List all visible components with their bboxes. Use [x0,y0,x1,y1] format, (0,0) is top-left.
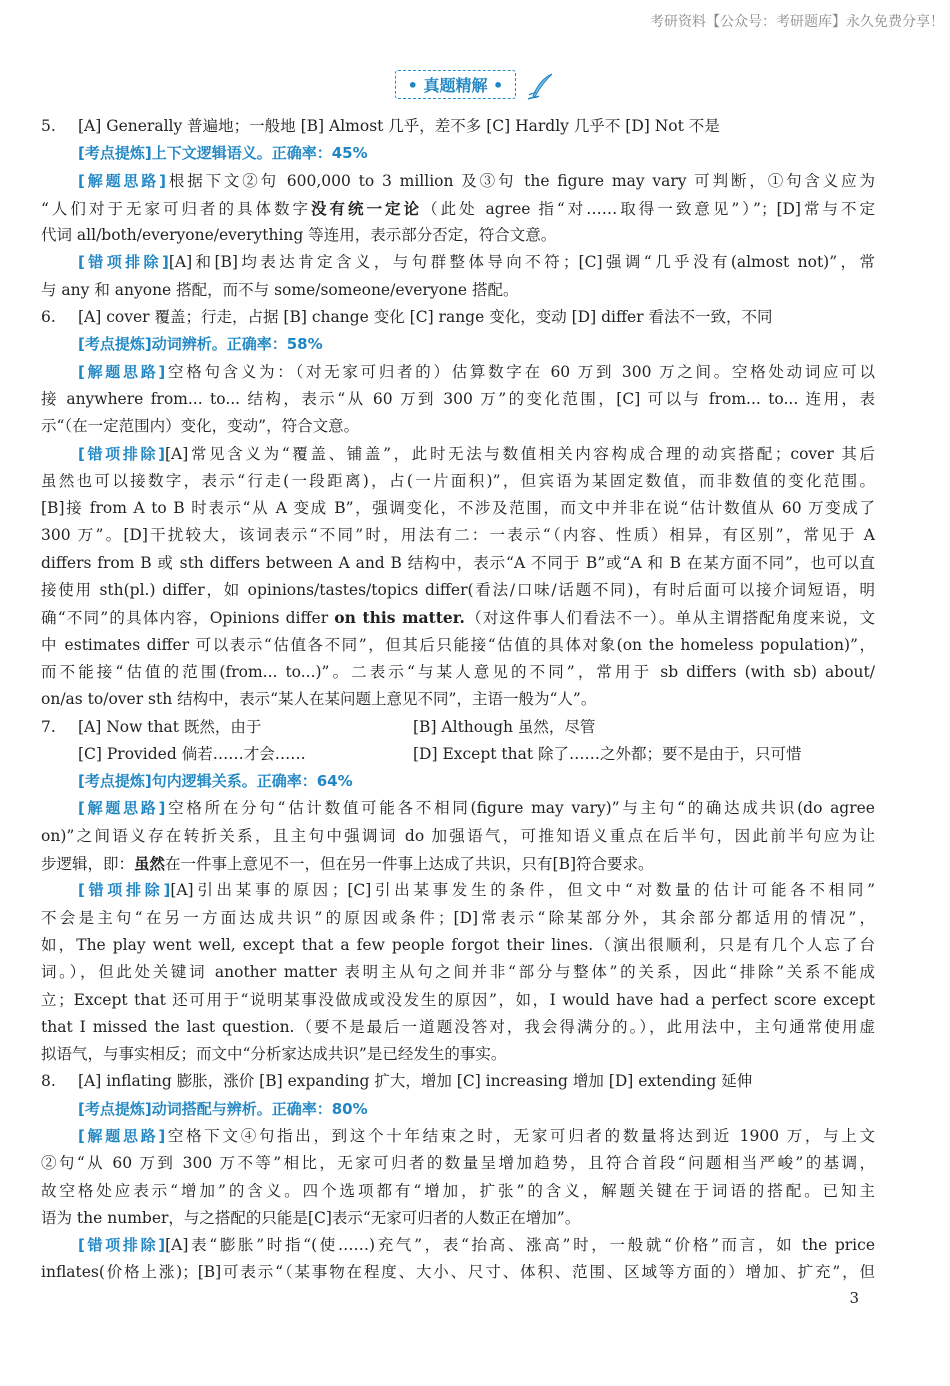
q5-idea-line: [解题思路]根据下文②句 600,000 to 3 million 及③句 the figure may vary 可判断，①句含义应为 [78,171,876,190]
q8-wrong-line: [错项排除][A]表“膨胀”时指“(使……)充气”，表“抬高、涨高”时，一般就“价格”而言，如 the price [78,1236,875,1255]
banner-dot-left: • [407,76,418,95]
q8-idea-line: 故空格处应表示“增加”的含义。四个选项都有“增加，扩张”的含义，解题关键在于词语的搭配。已知主 [41,1181,875,1200]
q8-idea-line: ②句“从 60 万到 300 万不等”相比，无家可归者的数量呈增加趋势，且符合首段“问题相当严峻”的基调， [41,1154,875,1173]
watermark: 考研资料【公众号：考研题库】永久免费分享！ [650,14,944,30]
q7-options-row1: 7. [A] Now that 既然，由于 [B] Although 虽然，尽管 [41,717,596,736]
answer-explanations [41,113,875,1287]
q8-options: 8. [A] inflating 膨胀，涨价 [B] expanding 扩大，增加 [C] increasing 增加 [D] extending 延伸 [41,1072,753,1091]
banner-title: 真题精解 [423,76,488,95]
banner-dot-right: • [493,76,504,95]
q6-wrong-line: on/as to/over sth 结构中，表示“某人在某问题上意见不同”，主语一般为“人”。 [41,690,597,709]
q5-idea-line: 代词 all/both/everyone/everything 等连用，表示部分否定，符合文意。 [41,226,557,245]
q8-wrong-line: inflates(价格上涨)；[B]可表示“（某事物在程度、大小、尺寸、体积、范围、区域等方面的）增加、扩充”，但 [41,1263,875,1282]
page-number: 3 [849,1289,859,1307]
q6-wrong-line: [B]接 from A to B 时表示“从 A 变成 B”，强调变化，不涉及范围，而文中并非在说“估计数值从 60 万变成了 [41,499,875,518]
q6-wrong-line: 300 万”。[D]干扰较大，该词表示“不同”时，用法有二：一表示“（内容、性质）相异，有区别”，常见于 A [41,526,875,545]
q7-wrong-line: 不会是主句“在另一方面达成共识”的原因或条件；[D]常表示“除某部分外，其余部分都适用的情况”， [41,908,875,927]
q6-options: 6. [A] cover 覆盖；行走，占据 [B] change 变化 [C] range 变化，变动 [D] differ 看法不一致，不同 [41,308,773,327]
q8-point: [考点提炼]动词搭配与辨析。正确率：80% [78,1099,368,1118]
q6-wrong-line: 确“不同”的具体内容，Opinions differ on this matter.（对这件事人们看法不一）。单从主谓搭配角度来说，文 [41,608,875,628]
q6-wrong-line: differs from B 或 sth differs between A and B 结构中，表示“A 不同于 B”或“A 和 B 在某方面不同”，也可以直 [41,553,875,572]
q6-wrong-line: 虽然也可以接数字，表示“行走(一段距离)，占(一片面积)”，但宾语为某固定数值，而非数值的变化范围。 [41,471,875,490]
q7-wrong-line: 如，The play went well, except that a few people forgot their lines.（演出很顺利，只是有几个人忘了台 [41,935,875,954]
q7-wrong-line: 词。），但此处关键词 another matter 表明主从句之间并非“部分与整体”的关系，因此“排除”关系不能成 [41,963,875,982]
q6-wrong-line: 接使用 sth(pl.) differ，如 opinions/tastes/topics differ(看法/口味/话题不同)，有时后面可以接介词短语，明 [41,581,875,600]
q5-wrong-line: 与 any 和 anyone 搭配，而不与 some/someone/everyone 搭配。 [41,280,519,299]
q8-idea-line: 语为 the number，与之搭配的只能是[C]表示“无家可归者的人数正在增加”。 [41,1208,581,1227]
q7-wrong-line: 拟语气，与事实相反；而文中“分析家达成共识”是已经发生的事实。 [41,1045,507,1064]
q7-idea-line: 步逻辑，即：虽然在一件事上意见不一，但在另一件事上达成了共识，只有[B]符合要求。 [41,854,654,874]
section-banner [0,70,950,102]
q5-point: [考点提炼]上下文逻辑语义。正确率：45% [78,144,368,163]
banner-box [395,70,517,99]
q6-idea-line: 示“（在一定范围内）变化，变动”，符合文意。 [41,417,360,436]
q7-wrong-line: 立；Except that 还可用于“说明某事没做成或没发生的原因”，如，I would have had a perfect score except [41,990,875,1009]
q5-wrong-line: [错项排除][A]和[B]均表达肯定含义，与句群整体导向不符；[C]强调“几乎没有(almost not)”，常 [78,253,875,272]
q7-idea-line: on)”之间语义存在转折关系，且主句中强调词 do 加强语气，可推知语义重点在后半句，因此前半句应为让 [41,826,875,845]
q6-point: [考点提炼]动词辨析。正确率：58% [78,335,323,354]
q6-wrong-line: [错项排除][A]常见含义为“覆盖、铺盖”，此时无法与数值相关内容构成合理的动宾搭配；cover 其后 [78,444,876,463]
q7-idea-line: [解题思路]空格所在分句“估计数值可能各不相同(figure may vary)”与主句“的确达成共识(do agree [78,799,875,818]
q7-options-row2: [C] Provided 倘若……才会…… [D] Except that 除了……之外都；要不是由于，只可惜 [78,744,802,763]
q6-wrong-line: 中 estimates differ 可以表示“估值各不同”，但其后只能接“估值的具体对象(on the homeless population)”， [41,635,875,654]
q6-wrong-line: 而不能接“估值的范围(from... to...)”。二表示“与某人意见的不同”，常用于 sb differs (with sb) about/ [41,662,875,681]
q6-idea-line: 接 anywhere from... to... 结构，表示“从 60 万到 300 万”的变化范围，[C] 可以与 from... to... 连用，表 [41,389,875,408]
q7-wrong-line: that I missed the last question.（要不是最后一道题没答对，我会得满分的。），此用法中，主句通常使用虚 [41,1017,875,1036]
q7-wrong-line: [错项排除][A]引出某事的原因；[C]引出某事发生的条件，但文中“对数量的估计可能各不相同” [78,881,876,900]
q5-options: 5. [A] Generally 普遍地；一般地 [B] Almost 几乎，差不多 [C] Hardly 几乎不 [D] Not 不是 [41,117,720,135]
q7-point: [考点提炼]句内逻辑关系。正确率：64% [78,772,353,791]
q8-idea-line: [解题思路]空格下文④句指出，到这个十年结束之时，无家可归者的数量将达到近 1900 万，与上文 [78,1126,875,1145]
q6-idea-line: [解题思路]空格句含义为：（对无家可归者的）估算数字在 60 万到 300 万之间。空格处动词应可以 [78,362,875,381]
q5-idea-line: “人们对于无家可归者的具体数字没有统一定论（此处 agree 指“对……取得一致意见”）”；[D]常与不定 [41,198,875,218]
quill-pen-icon [525,72,555,102]
